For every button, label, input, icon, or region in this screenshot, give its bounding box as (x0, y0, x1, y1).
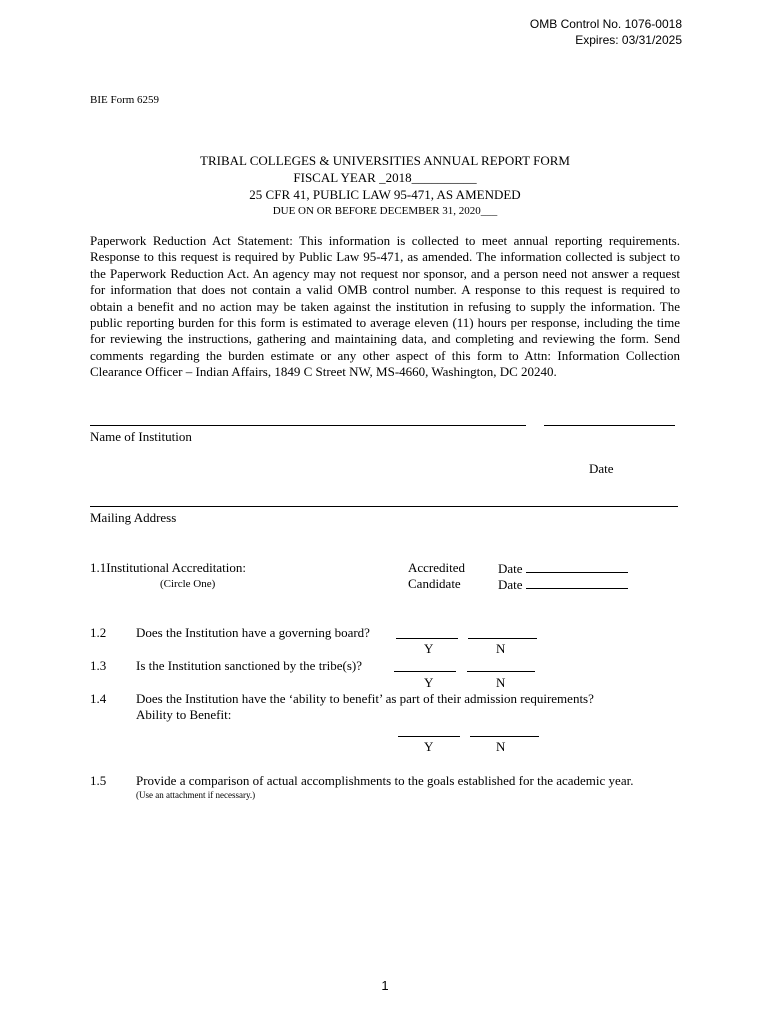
institution-name-label: Name of Institution (90, 429, 192, 444)
q1-4-subtext: Ability to Benefit: (136, 707, 232, 722)
q1-4-yes-label: Y (424, 739, 434, 754)
candidate-date-label: Date (498, 577, 523, 592)
q1-2-no-label: N (496, 641, 506, 656)
q1-2-yes-label: Y (424, 641, 434, 656)
q1-5-text: Provide a comparison of actual accomplishments to the goals established for the academic year. (136, 773, 634, 788)
q1-3-yes-blank[interactable] (394, 671, 456, 672)
q1-2-number: 1.2 (90, 625, 107, 640)
fiscal-year-line: FISCAL YEAR _2018__________ (293, 170, 477, 185)
due-date-line: DUE ON OR BEFORE DECEMBER 31, 2020___ (272, 205, 498, 217)
q1-5-number: 1.5 (90, 773, 107, 788)
option-candidate[interactable]: Candidate (408, 576, 461, 591)
option-accredited[interactable]: Accredited (408, 560, 466, 575)
institution-name-field[interactable] (90, 425, 526, 426)
form-id: BIE Form 6259 (90, 94, 160, 106)
q1-3-no-blank[interactable] (467, 671, 535, 672)
q1-4-yes-blank[interactable] (398, 736, 460, 737)
accredited-date-label: Date (498, 561, 523, 576)
expiration-date: Expires: 03/31/2025 (575, 33, 682, 47)
q1-1-label (90, 560, 246, 576)
q1-1-text: Institutional Accreditation: (106, 560, 246, 575)
q1-5-note: (Use an attachment if necessary.) (136, 790, 256, 800)
q1-2-text: Does the Institution have a governing board? (136, 625, 370, 640)
q1-2-no-blank[interactable] (468, 638, 537, 639)
q1-4-no-blank[interactable] (470, 736, 539, 737)
q1-4-text: Does the Institution have the ‘ability to benefit’ as part of their admission requirements? (136, 691, 594, 706)
q1-3-yes-label: Y (424, 675, 434, 690)
accredited-date-blank[interactable] (526, 560, 628, 573)
q1-3-no-label: N (496, 675, 506, 690)
q1-1-number: 1.1 (90, 560, 107, 575)
candidate-date-field[interactable] (498, 576, 628, 593)
accredited-date-field[interactable] (498, 560, 628, 577)
statute-line: 25 CFR 41, PUBLIC LAW 95-471, AS AMENDED (249, 187, 521, 202)
form-title: TRIBAL COLLEGES & UNIVERSITIES ANNUAL REPORT FORM (200, 153, 570, 168)
date-field[interactable] (544, 425, 675, 426)
q1-2-yes-blank[interactable] (396, 638, 458, 639)
q1-4-no-label: N (496, 739, 506, 754)
q1-1-hint: (Circle One) (160, 578, 216, 590)
paperwork-reduction-statement: Paperwork Reduction Act Statement: This information is collected to meet annual reporting requirements. Response to this request is required by Public Law 95-471, as amended. The information collected is subject to the Paperwork Reduction Act. An agency may not request nor sponsor, and a person need not answer a request for information that does not contain a valid OMB control number. A response to this request is required to obtain a benefit and no action may be taken against the institution in refusing to supply the information. The public reporting burden for this form is estimated to average eleven (11) hours per response, including the time for reviewing the instructions, gathering and maintaining data, and completing and reviewing the form. Send comments regarding the burden estimate or any other aspect of this form to Attn: Information Collection Clearance Officer – Indian Affairs, 1849 C Street NW, MS-4660, Washington, DC 20240. (90, 233, 680, 380)
q1-4-number: 1.4 (90, 691, 107, 706)
candidate-date-blank[interactable] (526, 576, 628, 589)
omb-control-number: OMB Control No. 1076-0018 (529, 17, 682, 31)
date-label: Date (589, 461, 614, 476)
mailing-address-label: Mailing Address (90, 510, 177, 525)
q1-3-number: 1.3 (90, 658, 107, 673)
q1-3-text: Is the Institution sanctioned by the tribe(s)? (136, 658, 363, 673)
page-number: 1 (381, 978, 389, 993)
mailing-address-field[interactable] (90, 506, 678, 507)
